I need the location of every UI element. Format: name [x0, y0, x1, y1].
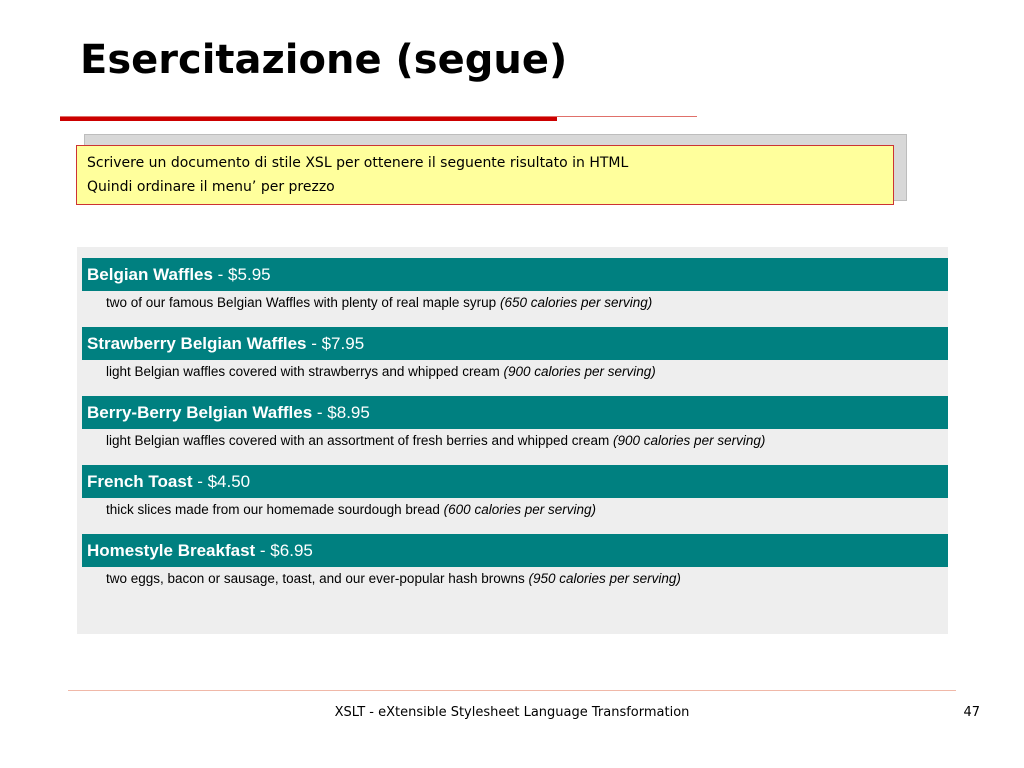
menu-item-header: [82, 396, 948, 429]
menu-item-header: [82, 327, 948, 360]
menu-item: [82, 465, 948, 521]
title-underline-thick: [60, 117, 557, 121]
menu-item: [82, 327, 948, 383]
menu-item-description: light Belgian waffles covered with an assortment of fresh berries and whipped cream: [106, 433, 614, 448]
menu-item-calories: (650 calories per serving): [499, 295, 653, 310]
menu-item-name: Berry-Berry Belgian Waffles: [87, 403, 313, 422]
menu-item-description-row: [82, 499, 948, 521]
menu-item-price: - $7.95: [306, 334, 365, 353]
exercise-note-box: [76, 145, 894, 205]
menu-item-price: - $5.95: [212, 265, 271, 284]
footer-divider: [68, 690, 956, 691]
menu-item: [82, 396, 948, 452]
breakfast-menu-panel: [77, 247, 948, 634]
menu-item-name: French Toast: [87, 472, 193, 491]
menu-item: [82, 534, 948, 590]
menu-item-name: Strawberry Belgian Waffles: [87, 334, 307, 353]
menu-item-price: - $8.95: [312, 403, 370, 422]
menu-item-header: [82, 534, 948, 567]
menu-item-header: [82, 465, 948, 498]
menu-item-description: thick slices made from our homemade sourdough bread: [106, 502, 444, 517]
menu-item-description: two of our famous Belgian Waffles with plenty of real maple syrup: [106, 295, 500, 310]
menu-item-name: Belgian Waffles: [87, 265, 213, 284]
slide-title: Esercitazione (segue): [80, 37, 568, 83]
menu-item-name: Homestyle Breakfast: [87, 541, 256, 560]
menu-item-description-row: [82, 361, 948, 383]
menu-item-description: two eggs, bacon or sausage, toast, and our ever-popular hash browns: [106, 571, 529, 586]
note-line-2: Quindi ordinare il menu’ per prezzo: [87, 179, 335, 195]
footer-title: XSLT - eXtensible Stylesheet Language Transformation: [334, 705, 690, 720]
menu-item-price: - $4.50: [192, 472, 251, 491]
menu-item-description-row: [82, 292, 948, 314]
menu-item: [82, 258, 948, 314]
menu-item-calories: (900 calories per serving): [613, 433, 766, 448]
menu-item-price: - $6.95: [255, 541, 313, 560]
menu-item-description-row: [82, 568, 948, 590]
menu-item-calories: (950 calories per serving): [528, 571, 681, 586]
page-number: 47: [963, 705, 980, 720]
menu-item-description-row: [82, 430, 948, 452]
menu-item-calories: (900 calories per serving): [503, 364, 656, 379]
menu-item-calories: (600 calories per serving): [443, 502, 596, 517]
note-line-1: Scrivere un documento di stile XSL per ottenere il seguente risultato in HTML: [87, 155, 629, 171]
menu-item-header: [82, 258, 948, 291]
menu-item-description: light Belgian waffles covered with strawberrys and whipped cream: [106, 364, 504, 379]
